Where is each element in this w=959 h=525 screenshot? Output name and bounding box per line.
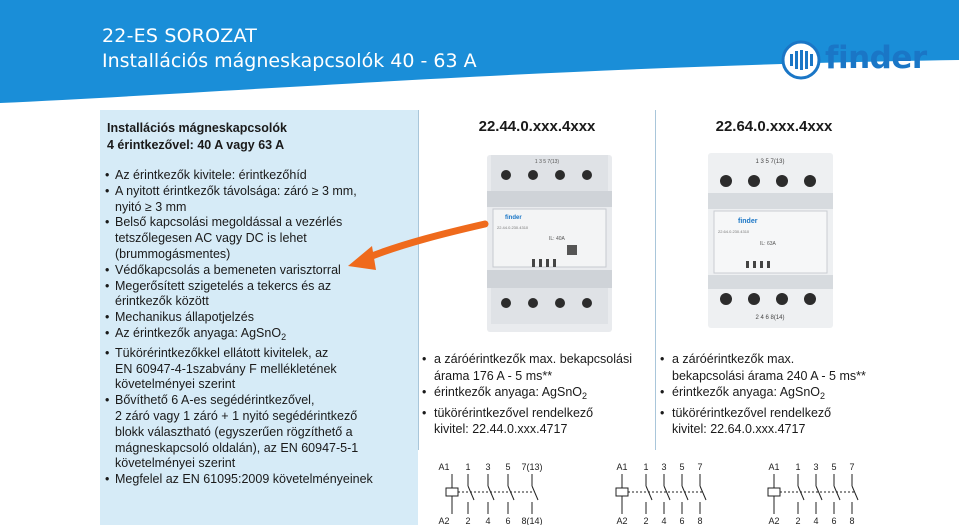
feature-item: • Védőkapcsolás a bemeneten varisztorral [105,263,405,279]
heading-line: Installációs mágneskapcsolók [107,121,287,135]
description-panel [100,110,418,525]
feature-item: • Megerősített szigetelés a tekercs és az érintkezők között [105,279,405,311]
terminal-label: 7(13) [521,462,543,472]
product-model-title: 22.64.0.xxx.4xxx [715,118,833,135]
device-rating-label: IL: 40A [549,236,565,242]
terminal-label: 1 [465,462,471,472]
terminal-label: A2 [768,516,780,525]
device-model-label: 22.64.0.230.4310 [718,229,750,234]
feature-item: • Tükörérintkezőkkel ellátott kivitelek, az EN 60947-4-1szabvány F mellékletének követelményei szerint [105,346,405,393]
terminal-label: 3 [485,462,491,472]
wiring-diagram [612,456,712,525]
spec-item: • a záróérintkezők max. bekapcsolási árama 176 A - 5 ms** [422,351,652,384]
series-subtitle: Installációs mágneskapcsolók 40 - 63 A [102,50,477,72]
terminal-label: 4 [485,516,491,525]
device-model-label: 22.44.0.230.4310 [497,225,529,230]
terminal-label: 4 [661,516,667,525]
terminal-label: A2 [616,516,628,525]
series-title: 22-ES SOROZAT [102,25,258,47]
terminal-labels-bottom: 2 4 6 8(14) [755,315,785,321]
terminal-label: 5 [505,462,511,472]
terminal-label: 1 [795,462,801,472]
terminal-label: A2 [438,516,450,525]
column-divider [418,110,419,450]
terminal-label: 3 [813,462,819,472]
device-rating-label: IL: 63A [760,241,776,247]
terminal-label: 4 [813,516,819,525]
feature-item: • Az érintkezők anyaga: AgSnO$_2$ [105,326,405,346]
annotation-arrow-icon [340,220,490,280]
wiring-diagram [436,456,556,525]
terminal-label: 2 [465,516,471,525]
product-spec-list [660,351,890,438]
device-brand-label: finder [505,215,522,221]
terminal-label: 1 [643,462,649,472]
feature-item: • Az érintkezők kivitele: érintkezőhíd [105,168,405,184]
device-brand-label: finder [738,218,758,225]
heading-line: 4 érintkezővel: 40 A vagy 63 A [107,138,285,152]
finder-logo-icon [781,40,821,80]
finder-logo-text: finder [825,40,927,76]
spec-item: • a záróérintkezők max. bekapcsolási árama 240 A - 5 ms** [660,351,890,384]
feature-item: • Megfelel az EN 61095:2009 követelményeinek [105,472,405,488]
contactor-image-22-44 [487,155,612,332]
terminal-label: A1 [616,462,628,472]
contactor-image-22-64 [708,153,833,328]
product-model-title: 22.44.0.xxx.4xxx [478,118,596,135]
feature-item: • Mechanikus állapotjelzés [105,310,405,326]
terminal-label: 8(14) [521,516,543,525]
terminal-labels-top: 1 3 5 7(13) [534,159,560,165]
spec-item: • érintkezők anyaga: AgSnO$_2$ [660,384,890,405]
terminal-label: 2 [643,516,649,525]
terminal-label: 8 [849,516,855,525]
terminal-label: A1 [768,462,780,472]
description-heading [107,120,407,154]
terminal-label: 7 [697,462,703,472]
column-divider [655,110,656,450]
terminal-label: A1 [438,462,450,472]
terminal-label: 2 [795,516,801,525]
terminal-label: 6 [505,516,511,525]
spec-item: • tükörérintkezővel rendelkező kivitel: 22.44.0.xxx.4717 [422,405,652,438]
terminal-label: 6 [679,516,685,525]
finder-logo [781,38,946,82]
spec-item: • tükörérintkezővel rendelkező kivitel: 22.64.0.xxx.4717 [660,405,890,438]
terminal-label: 6 [831,516,837,525]
terminal-label: 3 [661,462,667,472]
feature-item: • A nyitott érintkezők távolsága: záró ≥ 3 mm, nyitó ≥ 3 mm [105,184,405,216]
product-spec-list [422,351,652,438]
terminal-label: 7 [849,462,855,472]
terminal-label: 8 [697,516,703,525]
terminal-label: 5 [679,462,685,472]
terminal-label: 5 [831,462,837,472]
terminal-labels-top: 1 3 5 7(13) [755,159,785,165]
spec-item: • érintkezők anyaga: AgSnO$_2$ [422,384,652,405]
feature-item: • Bővíthető 6 A-es segédérintkezővel, 2 záró vagy 1 záró + 1 nyitó segédérintkező blokk választható (egyszerűen rögzíthető a mágneskapcsoló oldalán), az EN 60947-5-1 követelményei szerint [105,393,405,472]
feature-list [105,168,405,488]
feature-item: • Belső kapcsolási megoldással a vezérlés tetszőlegesen AC vagy DC is lehet (brummogásmentes) [105,215,405,262]
wiring-diagram [762,456,862,525]
